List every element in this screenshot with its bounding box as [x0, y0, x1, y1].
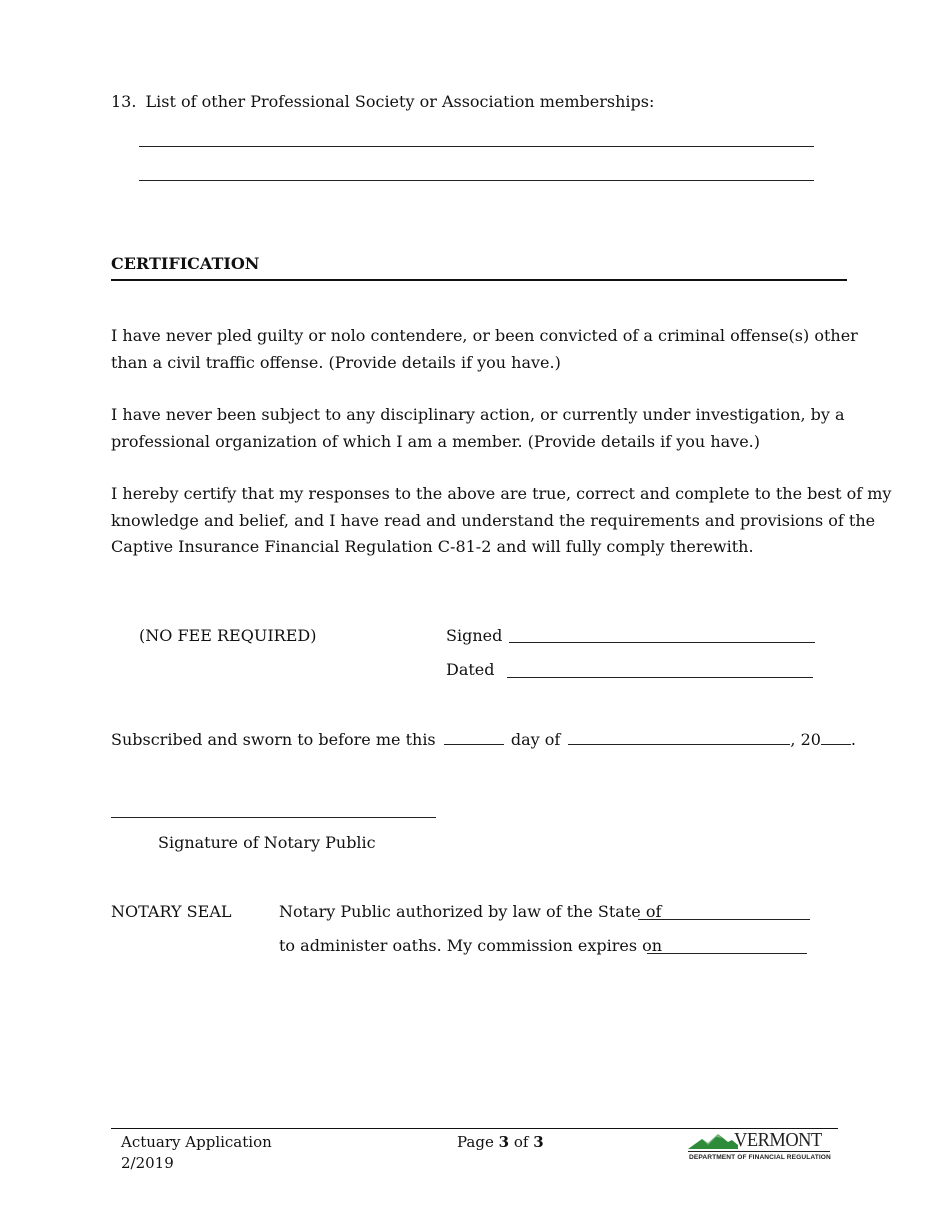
logo-wordmark: VERMONT: [734, 1129, 822, 1151]
logo-divider: [688, 1151, 830, 1152]
question-13-number: 13.: [111, 92, 137, 111]
paragraph-2-line-2: professional organization of which I am a member. (Provide details if you have.): [111, 431, 760, 451]
dated-label: Dated: [446, 660, 495, 679]
signed-label: Signed: [446, 626, 503, 645]
vermont-logo: [688, 1131, 830, 1165]
footer-rule: [111, 1128, 838, 1129]
sworn-line: [111, 730, 856, 749]
certification-rule: [111, 279, 847, 281]
paragraph-1-line-2: than a civil traffic offense. (Provide details if you have.): [111, 352, 561, 372]
notary-authorized-text: Notary Public authorized by law of the State of: [279, 902, 662, 921]
mountain-icon: [688, 1131, 738, 1151]
paragraph-2-line-1: I have never been subject to any disciplinary action, or currently under investigation, by a: [111, 405, 845, 424]
certification-heading: CERTIFICATION: [111, 254, 260, 273]
page-prefix: Page: [457, 1133, 494, 1151]
footer-date: 2/2019: [121, 1154, 174, 1172]
sworn-text-3: , 20: [790, 730, 821, 749]
notary-signature-label: Signature of Notary Public: [158, 833, 376, 852]
sworn-day-field[interactable]: [444, 730, 504, 745]
sworn-month-field[interactable]: [568, 730, 790, 745]
footer-doc-title: Actuary Application: [121, 1133, 272, 1151]
paragraph-1-line-1: I have never pled guilty or nolo contendere, or been convicted of a criminal offense(s) other: [111, 326, 858, 345]
notary-seal-label: NOTARY SEAL: [111, 902, 232, 921]
certification-paragraph-1: [111, 323, 858, 376]
sworn-text-2: day of: [510, 730, 561, 749]
no-fee-label: (NO FEE REQUIRED): [139, 626, 317, 645]
membership-line-2[interactable]: [139, 180, 814, 181]
page-total: 3: [533, 1133, 544, 1151]
paragraph-3-line-2: knowledge and belief, and I have read and understand the requirements and provisions of the: [111, 510, 876, 530]
notary-commission-field[interactable]: [647, 953, 807, 954]
page-current: 3: [498, 1133, 510, 1151]
notary-state-field[interactable]: [638, 919, 810, 920]
signed-field[interactable]: [509, 642, 815, 643]
notary-signature-field[interactable]: [111, 817, 436, 818]
paragraph-3-line-1: I hereby certify that my responses to the above are true, correct and complete to the best of my: [111, 484, 892, 503]
sworn-text-4: .: [850, 730, 857, 749]
certification-paragraph-3: [111, 481, 892, 561]
sworn-year-field[interactable]: [821, 730, 851, 745]
dated-field[interactable]: [507, 677, 813, 678]
membership-line-1[interactable]: [139, 146, 814, 147]
footer-page-number: [457, 1133, 544, 1151]
question-13: [111, 92, 654, 111]
certification-paragraph-2: [111, 402, 845, 455]
paragraph-3-line-3: Captive Insurance Financial Regulation C-81-2 and will fully comply therewith.: [111, 537, 754, 556]
logo-subtext: DEPARTMENT OF FINANCIAL REGULATION: [689, 1154, 831, 1161]
notary-commission-text: to administer oaths. My commission expires on: [279, 936, 663, 955]
page-of: of: [513, 1133, 529, 1151]
sworn-text-1: Subscribed and sworn to before me this: [111, 730, 436, 749]
question-13-text: List of other Professional Society or Association memberships:: [145, 92, 655, 111]
